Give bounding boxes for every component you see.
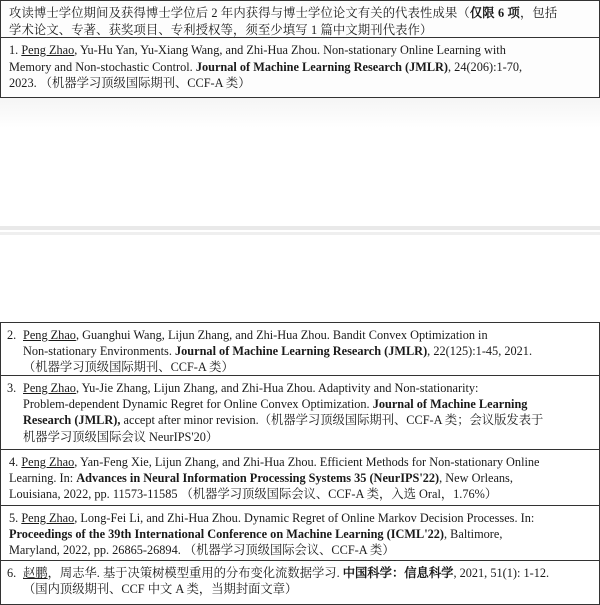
header-limit-text: 仅限 6 项 — [469, 6, 520, 20]
entry-number: 5. — [9, 511, 19, 525]
publication-entry-3 — [0, 376, 600, 450]
publication-entry-4 — [0, 450, 600, 506]
entry-text: , Yan-Feng Xie, Lijun Zhang, and Zhi-Hua Zhou. Efficient Methods for Non-stationary Online — [74, 455, 540, 469]
entry-text: , 24(206):1-70, — [448, 59, 523, 74]
entry-number: 1. — [9, 43, 19, 57]
entry-text: , 22(125):1-45, 2021. — [427, 344, 533, 359]
entry-venue: Journal of Machine Learning Research (JMLR) — [174, 344, 428, 359]
entry-author: Peng Zhao — [21, 43, 75, 57]
entry-text: accept after minor revision.（机器学习顶级国际期刊、CCF-A 类；会议版发表于 — [120, 413, 544, 428]
publication-entry-2 — [0, 322, 600, 376]
entry-author: 赵鹏 — [23, 566, 48, 580]
entry-number: 3. — [7, 381, 17, 395]
entry-venue: Research (JMLR), — [23, 413, 121, 428]
scan-shadow — [0, 232, 600, 235]
entry-venue: 中国科学：信息科学 — [342, 566, 454, 580]
entry-number: 2. — [7, 328, 17, 342]
header-text-line2: 学术论文、专著、获奖项目、专利授权等，须至少填写 1 篇中文期刊代表作） — [9, 22, 433, 37]
entry-author: Peng Zhao — [23, 381, 76, 395]
publication-entry-1 — [0, 38, 600, 98]
header-text: ，包括 — [519, 6, 558, 20]
entry-text: , Long-Fei Li, and Zhi-Hua Zhou. Dynamic Regret of Online Markov Decision Processes. In: — [74, 511, 535, 525]
entry-text: , New Orleans, — [439, 471, 513, 486]
entry-number: 4. — [9, 455, 19, 469]
achievements-header — [0, 0, 600, 38]
entry-venue: Proceedings of the 39th International Conference on Machine Learning (ICML'22) — [9, 527, 445, 542]
entry-text: Non-stationary Environments. — [23, 344, 175, 359]
entry-text: （国内顶级期刊、CCF 中文 A 类，当期封面文章） — [23, 582, 298, 597]
publication-entry-6 — [0, 561, 600, 605]
entry-venue: Journal of Machine Learning — [372, 397, 528, 412]
entry-text: , Baltimore, — [444, 527, 503, 542]
entry-text: Memory and Non-stochastic Control. — [9, 59, 196, 74]
scan-shadow — [0, 226, 600, 230]
entry-text: , Yu-Jie Zhang, Lijun Zhang, and Zhi-Hua Zhou. Adaptivity and Non-stationarity: — [75, 381, 479, 395]
entry-text: , Guanghui Wang, Lijun Zhang, and Zhi-Hua Zhou. Bandit Convex Optimization in — [75, 328, 488, 342]
entry-venue: Advances in Neural Information Processing Systems 35 (NeurIPS'22) — [76, 471, 440, 486]
entry-text: ，周志华. 基于决策树模型重用的分布变化流数据学习. — [47, 566, 343, 580]
header-text: 攻读博士学位期间及获得博士学位后 2 年内获得与博士学位论文有关的代表性成果（ — [9, 6, 470, 20]
entry-author: Peng Zhao — [21, 511, 75, 525]
page-gap — [0, 98, 600, 128]
entry-text: Problem-dependent Dynamic Regret for Online Convex Optimization. — [23, 397, 373, 412]
entry-author: Peng Zhao — [23, 328, 76, 342]
entry-venue: Journal of Machine Learning Research (JMLR) — [195, 59, 449, 74]
entry-text: 2023. （机器学习顶级国际期刊、CCF-A 类） — [9, 76, 251, 90]
entry-text: 机器学习顶级国际会议 NeurIPS'20） — [23, 429, 219, 444]
entry-author: Peng Zhao — [21, 455, 75, 469]
publication-entry-5 — [0, 506, 600, 561]
entry-text: , 2021, 51(1): 1-12. — [453, 566, 550, 580]
entry-text: Maryland, 2022, pp. 26865-26894. （机器学习顶级国际会议、CCF-A 类） — [9, 543, 395, 558]
entry-text: （机器学习顶级国际期刊、CCF-A 类） — [23, 360, 234, 375]
entry-text: , Yu-Hu Yan, Yu-Xiang Wang, and Zhi-Hua Zhou. Non-stationary Online Learning with — [74, 43, 506, 57]
entry-number: 6. — [7, 566, 17, 580]
entry-text: Learning. In: — [9, 471, 77, 486]
entry-text: Louisiana, 2022, pp. 11573-11585 （机器学习顶级国际会议、CCF-A 类，入选 Oral，1.76%） — [9, 487, 498, 502]
